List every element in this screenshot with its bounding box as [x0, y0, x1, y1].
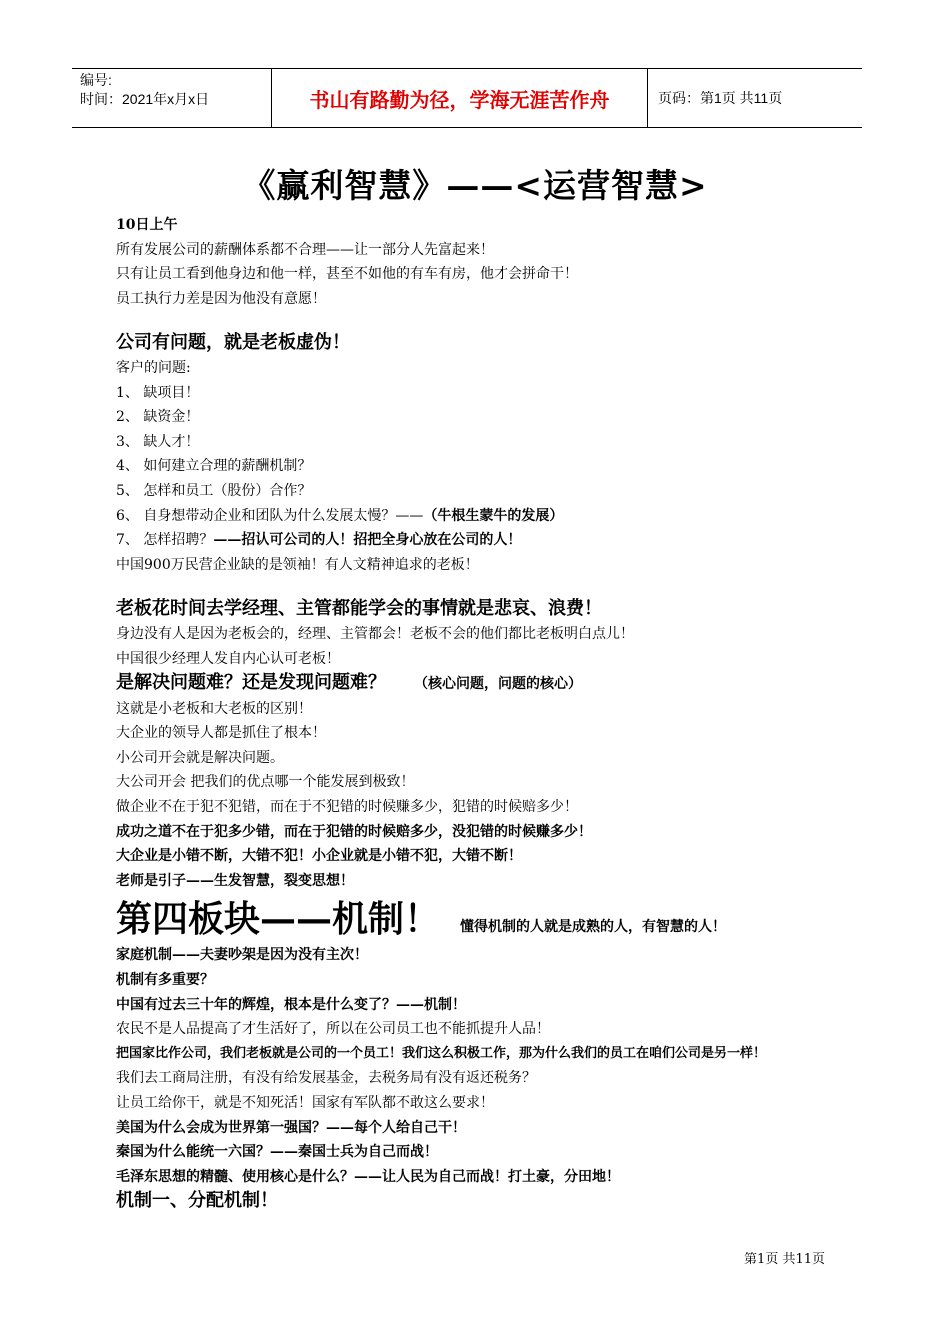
text-line [116, 795, 846, 820]
text-line [116, 993, 846, 1018]
text-line [116, 405, 846, 430]
line-text: 只有让员工看到他身边和他一样，甚至不如他的有车有房，他才会拼命干！ [116, 266, 578, 283]
text-line [116, 479, 846, 504]
text-line [116, 1042, 846, 1067]
text-line [116, 1165, 846, 1190]
text-line [116, 430, 846, 455]
text-line [116, 356, 846, 381]
subheading [116, 671, 846, 697]
line-text: 美国为什么会成为世界第一强国？——每个人给自己干！ [116, 1119, 466, 1136]
line-text: 这就是小老板和大老板的区别！ [116, 700, 312, 717]
line-text: 7、 怎样招聘？ [116, 532, 214, 549]
text-line [116, 721, 846, 746]
text-line [116, 1140, 846, 1165]
header-table [72, 68, 862, 128]
subheading [116, 1189, 846, 1214]
line-text: 老师是引子——生发智慧，裂变思想！ [116, 872, 354, 889]
line-text: 是解决问题难？还是发现问题难？ [116, 672, 386, 694]
text-line [116, 746, 846, 771]
subheading [116, 331, 846, 356]
text-line [116, 844, 846, 869]
line-text: 做企业不在于犯不犯错，而在于不犯错的时候赚多少，犯错的时候赔多少！ [116, 799, 578, 816]
header-motto: 书山有路勤为径，学海无涯苦作舟 [272, 69, 648, 127]
line-text: 中国很少经理人发自内心认可老板！ [116, 650, 340, 667]
text-line [116, 1017, 846, 1042]
line-text: 秦国为什么能统一六国？——秦国士兵为自己而战！ [116, 1144, 438, 1161]
text-line [116, 1116, 846, 1141]
line-text: 客户的问题: [116, 359, 191, 376]
header-meta [72, 69, 272, 127]
line-text: 家庭机制——夫妻吵架是因为没有主次！ [116, 947, 368, 964]
line-text: 2、 缺资金！ [116, 409, 200, 426]
line-text: 员工执行力差是因为他没有意愿！ [116, 290, 326, 307]
text-line [116, 213, 846, 238]
page-footer: 第1页 共11页 [744, 1252, 825, 1267]
text-line [116, 504, 846, 529]
text-line [116, 869, 846, 894]
text-line [116, 770, 846, 795]
text-line [116, 968, 846, 993]
line-text: 大企业的领导人都是抓住了根本！ [116, 725, 326, 742]
line-text: 所有发展公司的薪酬体系都不合理——让一部分人先富起来！ [116, 241, 494, 258]
line-text: 5、 怎样和员工（股份）合作？ [116, 482, 312, 499]
text-line [116, 528, 846, 553]
text-line [116, 287, 846, 312]
line-text: 3、 缺人才！ [116, 433, 200, 450]
text-line [116, 697, 846, 722]
line-bold-tail: （牛根生蒙牛的发展） [423, 507, 564, 524]
line-text: 成功之道不在于犯多少错，而在于犯错的时候赔多少，没犯错的时候赚多少！ [116, 823, 592, 840]
line-text: 机制一、分配机制！ [116, 1190, 278, 1212]
document-body [116, 213, 846, 1214]
line-text: 大企业是小错不断，大错不犯！小企业就是小错不犯，大错不断！ [116, 848, 522, 865]
header-page-info: 页码：第1页 共11页 [658, 90, 783, 106]
line-side-note: （核心问题，问题的核心） [414, 676, 582, 693]
text-line [116, 647, 846, 672]
section-heading-text: 第四板块——机制！ [116, 898, 441, 941]
section-heading-mechanism [116, 895, 846, 943]
text-line [116, 622, 846, 647]
text-line [116, 381, 846, 406]
line-text: 身边没有人是因为老板会的，经理、主管都会！老板不会的他们都比老板明白点儿！ [116, 625, 634, 642]
text-line [116, 238, 846, 263]
line-text: 公司有问题，就是老板虚伪！ [116, 332, 350, 354]
line-text: 老板花时间去学经理、主管都能学会的事情就是悲哀、浪费！ [116, 598, 602, 620]
line-text: 小公司开会就是解决问题。 [116, 749, 284, 766]
line-text: 大公司开会 把我们的优点哪一个能发展到极致！ [116, 774, 415, 791]
document-time: 时间：2021年x月x日 [80, 91, 210, 107]
line-text: 10日上午 [116, 217, 178, 233]
section-heading-side-note: 懂得机制的人就是成熟的人，有智慧的人！ [460, 919, 727, 936]
text-line [116, 553, 846, 578]
line-text: 6、 自身想带动企业和团队为什么发展太慢？—— [116, 507, 424, 524]
text-line [116, 262, 846, 287]
line-text: 中国900万民营企业缺的是领袖！有人文精神追求的老板！ [116, 556, 479, 573]
paragraph-gap [116, 577, 846, 597]
line-text: 机制有多重要？ [116, 972, 214, 989]
line-text: 让员工给你干，就是不知死活！国家有军队都不敢这么要求！ [116, 1095, 494, 1111]
text-line [116, 1091, 846, 1116]
line-text: 农民不是人品提高了才生活好了，所以在公司员工也不能抓提升人品！ [116, 1021, 550, 1038]
line-text: 把国家比作公司，我们老板就是公司的一个员工！我们这么积极工作，那为什么我们的员工在咱们公司是另一样！ [116, 1045, 767, 1061]
subheading [116, 597, 846, 622]
line-text: 中国有过去三十年的辉煌，根本是什么变了？——机制！ [116, 996, 466, 1013]
text-line [116, 943, 846, 968]
text-line [116, 1066, 846, 1091]
line-text: 毛泽东思想的精髓、使用核心是什么？——让人民为自己而战！打土豪，分田地！ [116, 1168, 620, 1185]
line-text: 我们去工商局注册，有没有给发展基金，去税务局有没有返还税务？ [116, 1070, 536, 1087]
text-line [116, 820, 846, 845]
text-line [116, 454, 846, 479]
line-text: 4、 如何建立合理的薪酬机制？ [116, 458, 312, 475]
line-text: 1、 缺项目！ [116, 384, 200, 401]
document-title: 《赢利智慧》——<运营智慧> [242, 166, 708, 205]
paragraph-gap [116, 311, 846, 331]
document-number-label: 编号: [80, 72, 112, 88]
line-bold-tail: ——招认可公司的人！招把全身心放在公司的人！ [213, 532, 522, 549]
